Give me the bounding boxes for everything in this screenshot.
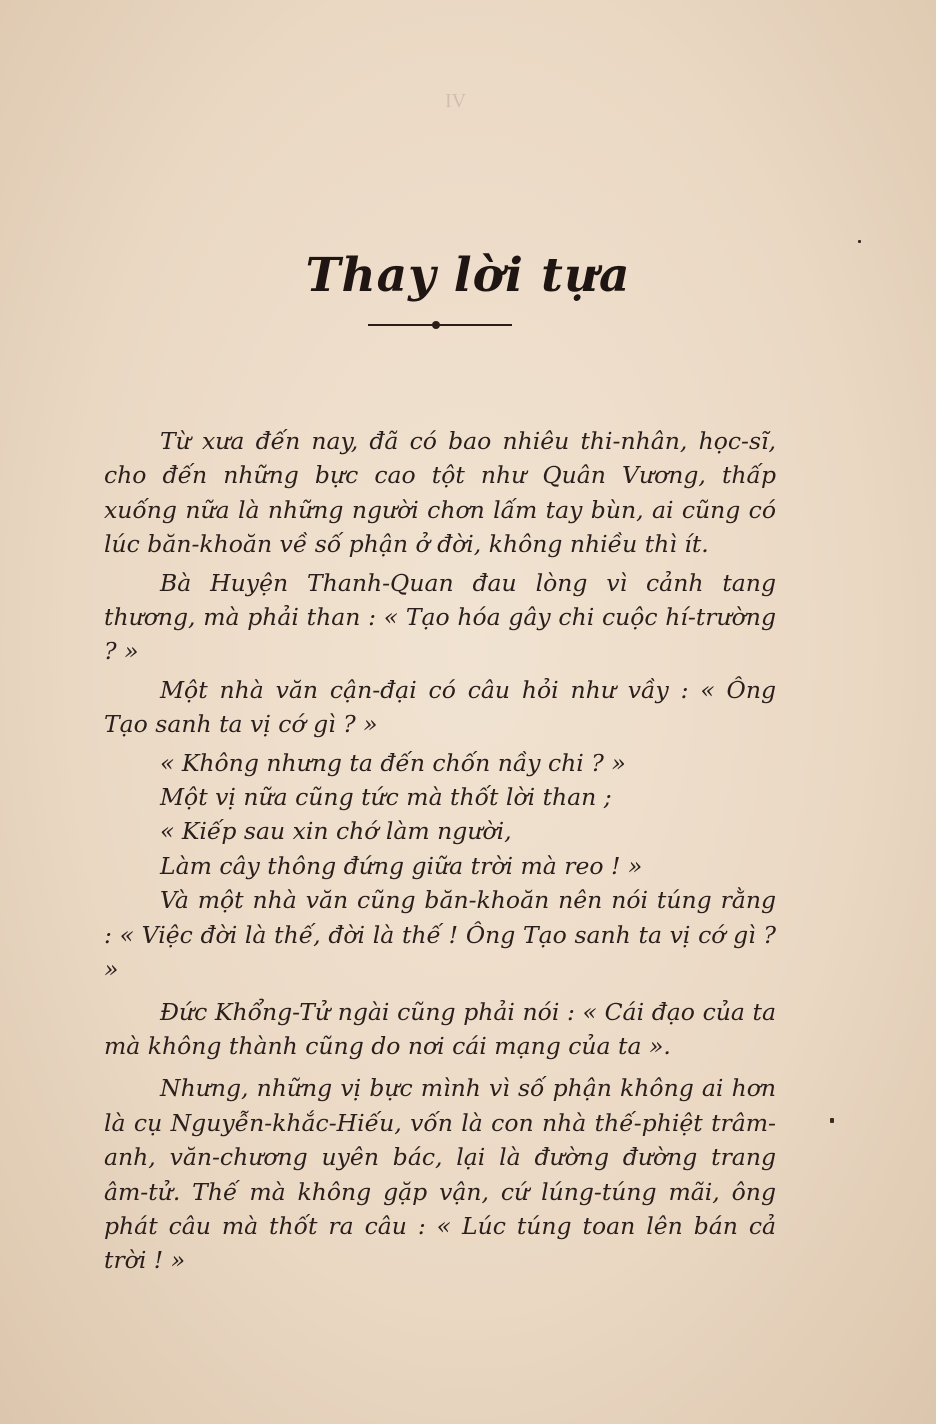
verse-line: « Kiếp sau xin chớ làm người, [160,817,512,846]
paragraph: Một vị nữa cũng tức mà thốt lời than ; [160,783,612,812]
page-title: Thay lời tựa [305,248,631,303]
paper-speck [858,240,861,243]
paragraph: Từ xưa đến nay, đã có bao nhiêu thi-nhân, học-sĩ, cho đến những bực cao tột như Quân Vương, thấp xuống nữa là những người chơn lấm tay bùn, ai cũng có lúc băn-khoăn về số phận ở đời, không nhiều thì ít. [104,427,776,559]
paragraph: Đức Khổng-Tử ngài cũng phải nói : « Cái đạo của ta mà không thành cũng do nơi cái mạng của ta ». [104,997,776,1060]
paragraph: Bà Huyện Thanh-Quan đau lòng vì cảnh tang thương, mà phải than : « Tạo hóa gây chi cuộc hí-trường ? » [104,568,776,666]
paper-speck [830,1118,834,1123]
paragraph: Một nhà văn cận-đại có câu hỏi như vầy : « Ông Tạo sanh ta vị cớ gì ? » [104,675,776,739]
ornament-dot-icon [432,321,440,329]
bleed-through-text [0,150,936,336]
verse-line: « Không nhưng ta đến chốn nầy chi ? » [160,748,626,777]
body-text [104,424,776,1278]
title-ornament-rule [368,324,512,326]
paragraph: Nhưng, những vị bực mình vì số phận không ai hơn là cụ Nguyễn-khắc-Hiếu, vốn là con nhà thế-phiệt trâm-anh, văn-chương uyên bác, lại là đường đường trang âm-tử. Thế mà không gặp vận, cứ lúng-túng mãi, ông phát câu mà thốt ra câu : « Lúc túng toan lên bán cả trời ! » [104,1074,776,1275]
bleed-through-page-number: IV [445,90,467,112]
verse-line: Làm cây thông đứng giữa trời mà reo ! » [160,851,643,880]
paragraph: Và một nhà văn cũng băn-khoăn nên nói túng rằng : « Việc đời là thế, đời là thế ! Ông Tạo sanh ta vị cớ gì ? » [104,886,776,984]
